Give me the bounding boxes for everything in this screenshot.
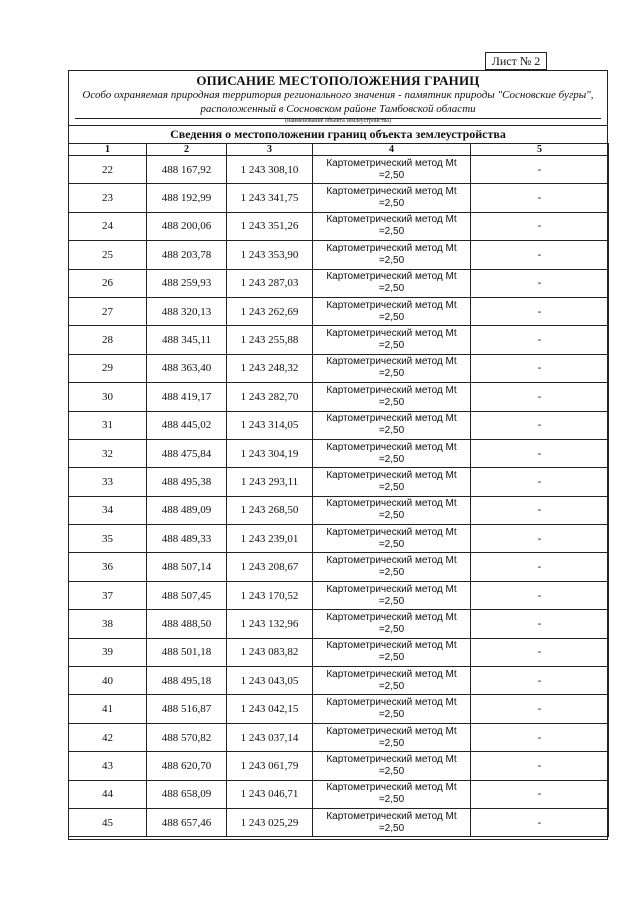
column-header: 5 bbox=[471, 144, 609, 156]
method-cell: Картометрический метод Mt =2,50 bbox=[313, 808, 471, 836]
note-cell: - bbox=[471, 383, 609, 411]
point-number: 44 bbox=[69, 780, 147, 808]
coord-y: 1 243 314,05 bbox=[227, 411, 313, 439]
table-row bbox=[69, 241, 609, 269]
point-number: 27 bbox=[69, 297, 147, 325]
point-number: 28 bbox=[69, 326, 147, 354]
point-number: 32 bbox=[69, 439, 147, 467]
object-name: Особо охраняемая природная территория регионального значения - памятник природы "Сосновские бугры", расположенный в Сосновском районе Тамбовской области bbox=[82, 89, 594, 115]
table-row bbox=[69, 184, 609, 212]
note-cell: - bbox=[471, 439, 609, 467]
point-number: 30 bbox=[69, 383, 147, 411]
point-number: 33 bbox=[69, 468, 147, 496]
coord-y: 1 243 287,03 bbox=[227, 269, 313, 297]
method-cell: Картометрический метод Mt =2,50 bbox=[313, 212, 471, 240]
coord-y: 1 243 043,05 bbox=[227, 667, 313, 695]
coord-y: 1 243 293,11 bbox=[227, 468, 313, 496]
coord-x: 488 363,40 bbox=[147, 354, 227, 382]
column-header: 3 bbox=[227, 144, 313, 156]
table-row bbox=[69, 553, 609, 581]
point-number: 40 bbox=[69, 667, 147, 695]
coord-x: 488 320,13 bbox=[147, 297, 227, 325]
table-row bbox=[69, 269, 609, 297]
coord-y: 1 243 208,67 bbox=[227, 553, 313, 581]
method-cell: Картометрический метод Mt =2,50 bbox=[313, 184, 471, 212]
method-cell: Картометрический метод Mt =2,50 bbox=[313, 553, 471, 581]
table-header-row bbox=[69, 144, 609, 156]
table-row bbox=[69, 525, 609, 553]
table-row bbox=[69, 439, 609, 467]
coord-y: 1 243 353,90 bbox=[227, 241, 313, 269]
method-cell: Картометрический метод Mt =2,50 bbox=[313, 241, 471, 269]
boundary-table bbox=[68, 143, 609, 837]
column-header: 2 bbox=[147, 144, 227, 156]
point-number: 29 bbox=[69, 354, 147, 382]
method-cell: Картометрический метод Mt =2,50 bbox=[313, 496, 471, 524]
coord-y: 1 243 061,79 bbox=[227, 752, 313, 780]
method-cell: Картометрический метод Mt =2,50 bbox=[313, 780, 471, 808]
method-cell: Картометрический метод Mt =2,50 bbox=[313, 581, 471, 609]
coord-x: 488 507,14 bbox=[147, 553, 227, 581]
point-number: 38 bbox=[69, 610, 147, 638]
note-cell: - bbox=[471, 553, 609, 581]
column-header: 1 bbox=[69, 144, 147, 156]
coord-y: 1 243 341,75 bbox=[227, 184, 313, 212]
coord-y: 1 243 170,52 bbox=[227, 581, 313, 609]
method-cell: Картометрический метод Mt =2,50 bbox=[313, 610, 471, 638]
note-cell: - bbox=[471, 354, 609, 382]
note-cell: - bbox=[471, 638, 609, 666]
note-cell: - bbox=[471, 581, 609, 609]
coord-x: 488 495,38 bbox=[147, 468, 227, 496]
coord-y: 1 243 132,96 bbox=[227, 610, 313, 638]
table-row bbox=[69, 411, 609, 439]
point-number: 36 bbox=[69, 553, 147, 581]
method-cell: Картометрический метод Mt =2,50 bbox=[313, 695, 471, 723]
method-cell: Картометрический метод Mt =2,50 bbox=[313, 638, 471, 666]
point-number: 45 bbox=[69, 808, 147, 836]
table-row bbox=[69, 638, 609, 666]
method-cell: Картометрический метод Mt =2,50 bbox=[313, 723, 471, 751]
coord-x: 488 488,50 bbox=[147, 610, 227, 638]
sheet-number: Лист № 2 bbox=[485, 52, 547, 70]
table-row bbox=[69, 752, 609, 780]
coord-y: 1 243 351,26 bbox=[227, 212, 313, 240]
coord-x: 488 620,70 bbox=[147, 752, 227, 780]
point-number: 26 bbox=[69, 269, 147, 297]
note-cell: - bbox=[471, 752, 609, 780]
point-number: 31 bbox=[69, 411, 147, 439]
point-number: 22 bbox=[69, 156, 147, 184]
table-row bbox=[69, 297, 609, 325]
table-row bbox=[69, 383, 609, 411]
method-cell: Картометрический метод Mt =2,50 bbox=[313, 383, 471, 411]
table-row bbox=[69, 610, 609, 638]
coord-x: 488 192,99 bbox=[147, 184, 227, 212]
note-cell: - bbox=[471, 184, 609, 212]
coord-y: 1 243 255,88 bbox=[227, 326, 313, 354]
coord-y: 1 243 268,50 bbox=[227, 496, 313, 524]
method-cell: Картометрический метод Mt =2,50 bbox=[313, 297, 471, 325]
note-cell: - bbox=[471, 326, 609, 354]
coord-x: 488 657,46 bbox=[147, 808, 227, 836]
point-number: 35 bbox=[69, 525, 147, 553]
note-cell: - bbox=[471, 525, 609, 553]
coord-y: 1 243 282,70 bbox=[227, 383, 313, 411]
section-title: Сведения о местоположении границ объекта землеустройства bbox=[69, 125, 607, 142]
method-cell: Картометрический метод Mt =2,50 bbox=[313, 468, 471, 496]
note-cell: - bbox=[471, 297, 609, 325]
point-number: 34 bbox=[69, 496, 147, 524]
method-cell: Картометрический метод Mt =2,50 bbox=[313, 525, 471, 553]
coord-y: 1 243 308,10 bbox=[227, 156, 313, 184]
note-cell: - bbox=[471, 808, 609, 836]
coord-y: 1 243 248,32 bbox=[227, 354, 313, 382]
coord-x: 488 203,78 bbox=[147, 241, 227, 269]
point-number: 41 bbox=[69, 695, 147, 723]
coord-x: 488 516,87 bbox=[147, 695, 227, 723]
coord-x: 488 495,18 bbox=[147, 667, 227, 695]
method-cell: Картометрический метод Mt =2,50 bbox=[313, 354, 471, 382]
note-cell: - bbox=[471, 269, 609, 297]
coord-x: 488 200,06 bbox=[147, 212, 227, 240]
note-cell: - bbox=[471, 695, 609, 723]
coord-x: 488 419,17 bbox=[147, 383, 227, 411]
point-number: 23 bbox=[69, 184, 147, 212]
table-row bbox=[69, 156, 609, 184]
coord-y: 1 243 037,14 bbox=[227, 723, 313, 751]
coord-y: 1 243 042,15 bbox=[227, 695, 313, 723]
table-row bbox=[69, 354, 609, 382]
method-cell: Картометрический метод Mt =2,50 bbox=[313, 667, 471, 695]
coord-y: 1 243 304,19 bbox=[227, 439, 313, 467]
table-row bbox=[69, 496, 609, 524]
coord-y: 1 243 083,82 bbox=[227, 638, 313, 666]
point-number: 37 bbox=[69, 581, 147, 609]
method-cell: Картометрический метод Mt =2,50 bbox=[313, 411, 471, 439]
point-number: 25 bbox=[69, 241, 147, 269]
note-cell: - bbox=[471, 667, 609, 695]
column-header: 4 bbox=[313, 144, 471, 156]
note-cell: - bbox=[471, 468, 609, 496]
coord-x: 488 570,82 bbox=[147, 723, 227, 751]
method-cell: Картометрический метод Mt =2,50 bbox=[313, 326, 471, 354]
table-row bbox=[69, 780, 609, 808]
coord-x: 488 489,09 bbox=[147, 496, 227, 524]
coord-x: 488 658,09 bbox=[147, 780, 227, 808]
document-frame bbox=[68, 70, 608, 840]
note-cell: - bbox=[471, 156, 609, 184]
method-cell: Картометрический метод Mt =2,50 bbox=[313, 752, 471, 780]
table-row bbox=[69, 326, 609, 354]
note-cell: - bbox=[471, 411, 609, 439]
table-row bbox=[69, 695, 609, 723]
coord-x: 488 345,11 bbox=[147, 326, 227, 354]
table-row bbox=[69, 667, 609, 695]
method-cell: Картометрический метод Mt =2,50 bbox=[313, 156, 471, 184]
note-cell: - bbox=[471, 723, 609, 751]
table-row bbox=[69, 723, 609, 751]
coord-y: 1 243 262,69 bbox=[227, 297, 313, 325]
coord-x: 488 475,84 bbox=[147, 439, 227, 467]
table-row bbox=[69, 808, 609, 836]
coord-x: 488 489,33 bbox=[147, 525, 227, 553]
point-number: 39 bbox=[69, 638, 147, 666]
note-cell: - bbox=[471, 241, 609, 269]
document-title: ОПИСАНИЕ МЕСТОПОЛОЖЕНИЯ ГРАНИЦ bbox=[196, 73, 480, 88]
coord-x: 488 167,92 bbox=[147, 156, 227, 184]
table-row bbox=[69, 581, 609, 609]
coord-y: 1 243 046,71 bbox=[227, 780, 313, 808]
point-number: 24 bbox=[69, 212, 147, 240]
note-cell: - bbox=[471, 496, 609, 524]
coord-x: 488 445,02 bbox=[147, 411, 227, 439]
method-cell: Картометрический метод Mt =2,50 bbox=[313, 439, 471, 467]
point-number: 42 bbox=[69, 723, 147, 751]
method-cell: Картометрический метод Mt =2,50 bbox=[313, 269, 471, 297]
point-number: 43 bbox=[69, 752, 147, 780]
coord-x: 488 259,93 bbox=[147, 269, 227, 297]
note-cell: - bbox=[471, 780, 609, 808]
object-name-caption: (наименование объекта землеустройства) bbox=[285, 118, 391, 124]
coord-x: 488 507,45 bbox=[147, 581, 227, 609]
note-cell: - bbox=[471, 610, 609, 638]
note-cell: - bbox=[471, 212, 609, 240]
coord-y: 1 243 025,29 bbox=[227, 808, 313, 836]
coord-x: 488 501,18 bbox=[147, 638, 227, 666]
table-row bbox=[69, 468, 609, 496]
coord-y: 1 243 239,01 bbox=[227, 525, 313, 553]
table-row bbox=[69, 212, 609, 240]
